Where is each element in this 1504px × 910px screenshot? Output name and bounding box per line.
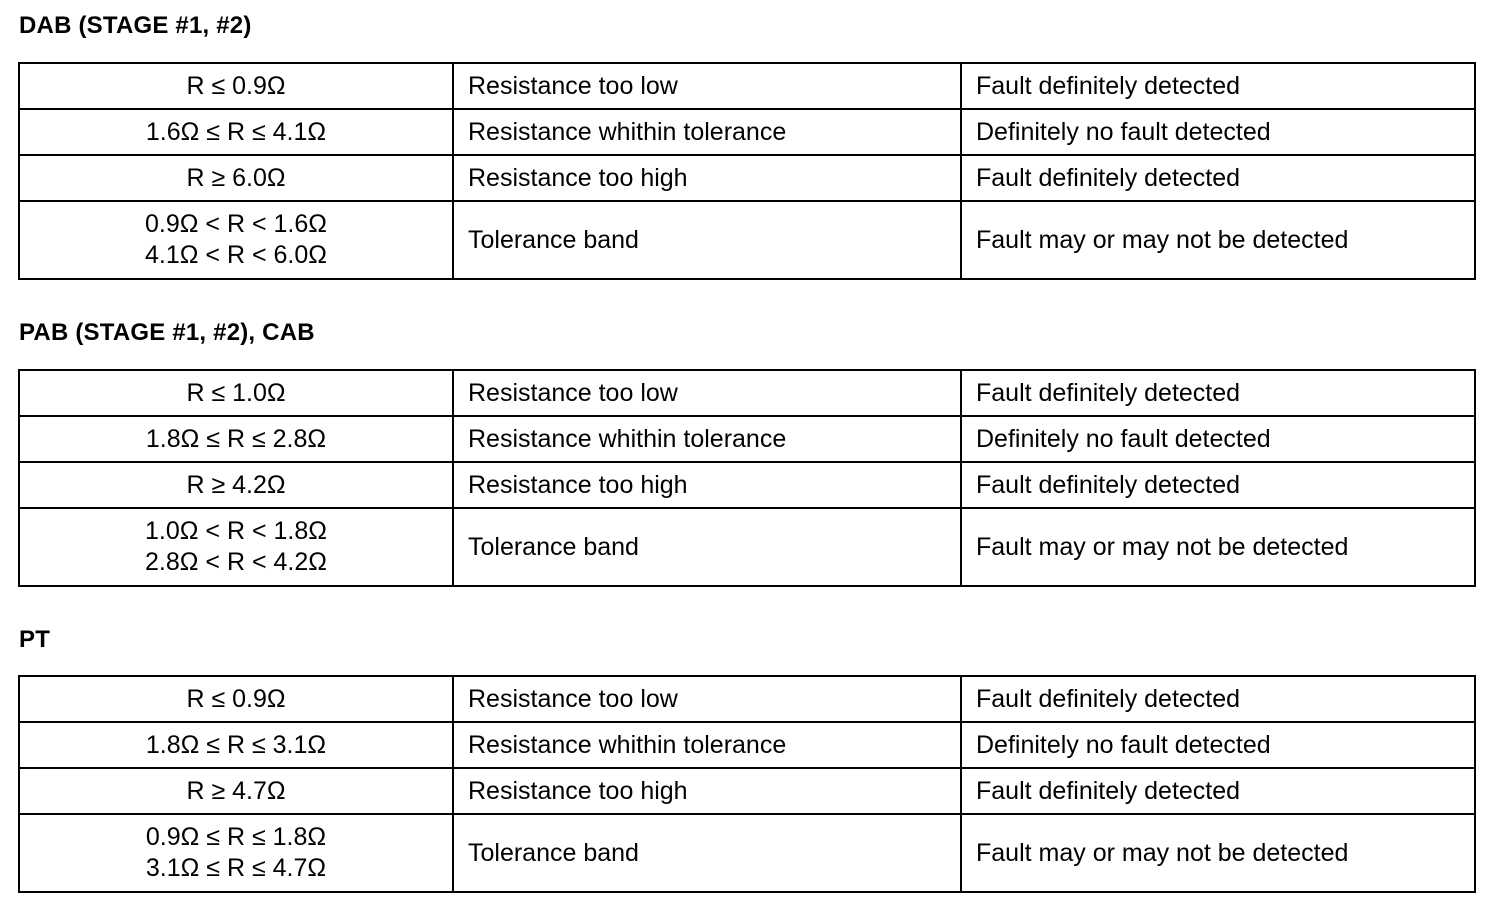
result-cell: Fault may or may not be detected: [961, 508, 1475, 586]
table-row: [19, 370, 1475, 416]
condition-cell: [19, 109, 453, 155]
table-row: [19, 416, 1475, 462]
condition-text: 1.6Ω ≤ R ≤ 4.1Ω: [145, 117, 327, 146]
condition-cell: [19, 416, 453, 462]
table-row: [19, 63, 1475, 109]
description-cell: Tolerance band: [453, 508, 961, 586]
condition-cell: [19, 768, 453, 814]
description-cell: Resistance too high: [453, 462, 961, 508]
condition-cell: [19, 508, 453, 586]
description-cell: Resistance too high: [453, 155, 961, 201]
condition-cell: [19, 370, 453, 416]
result-cell: Definitely no fault detected: [961, 109, 1475, 155]
condition-cell: [19, 462, 453, 508]
condition-text: R ≥ 4.7Ω: [186, 776, 286, 805]
resistance-table-dab: [18, 62, 1476, 280]
resistance-table-pt: [18, 675, 1476, 893]
section-title-pab-cab: PAB (STAGE #1, #2), CAB: [19, 319, 315, 346]
description-cell: Resistance whithin tolerance: [453, 722, 961, 768]
condition-text: 3.1Ω ≤ R ≤ 4.7Ω: [145, 854, 327, 882]
result-cell: Fault may or may not be detected: [961, 201, 1475, 279]
description-cell: Resistance whithin tolerance: [453, 109, 961, 155]
table-row: [19, 676, 1475, 722]
description-cell: Tolerance band: [453, 814, 961, 892]
table-row: [19, 155, 1475, 201]
condition-text: 0.9Ω < R < 1.6Ω: [145, 210, 327, 238]
table-row: [19, 109, 1475, 155]
condition-text: 1.8Ω ≤ R ≤ 3.1Ω: [145, 730, 327, 759]
table-row: [19, 201, 1475, 279]
condition-cell: [19, 722, 453, 768]
table-row: [19, 508, 1475, 586]
condition-text: R ≥ 6.0Ω: [186, 163, 286, 192]
result-cell: Fault definitely detected: [961, 63, 1475, 109]
condition-text: 2.8Ω < R < 4.2Ω: [145, 548, 327, 576]
description-cell: Resistance whithin tolerance: [453, 416, 961, 462]
condition-cell: [19, 201, 453, 279]
condition-cell: [19, 676, 453, 722]
condition-text: R ≤ 0.9Ω: [186, 684, 286, 713]
table-row: [19, 814, 1475, 892]
section-title-pt: PT: [19, 626, 51, 653]
description-cell: Resistance too high: [453, 768, 961, 814]
condition-text: 4.1Ω < R < 6.0Ω: [145, 241, 327, 269]
condition-text: R ≥ 4.2Ω: [186, 470, 286, 499]
condition-cell: [19, 155, 453, 201]
result-cell: Fault definitely detected: [961, 370, 1475, 416]
condition-text: 1.0Ω < R < 1.8Ω: [145, 517, 327, 545]
condition-text: 1.8Ω ≤ R ≤ 2.8Ω: [145, 424, 327, 453]
condition-text: R ≤ 0.9Ω: [186, 71, 286, 100]
result-cell: Definitely no fault detected: [961, 416, 1475, 462]
resistance-table-pab-cab: [18, 369, 1476, 587]
description-cell: Resistance too low: [453, 63, 961, 109]
result-cell: Fault definitely detected: [961, 676, 1475, 722]
description-cell: Resistance too low: [453, 676, 961, 722]
table-row: [19, 722, 1475, 768]
description-cell: Tolerance band: [453, 201, 961, 279]
table-row: [19, 768, 1475, 814]
result-cell: Fault definitely detected: [961, 768, 1475, 814]
result-cell: Definitely no fault detected: [961, 722, 1475, 768]
condition-cell: [19, 63, 453, 109]
condition-text: 0.9Ω ≤ R ≤ 1.8Ω: [145, 823, 327, 851]
result-cell: Fault may or may not be detected: [961, 814, 1475, 892]
condition-text: R ≤ 1.0Ω: [186, 378, 286, 407]
table-row: [19, 462, 1475, 508]
condition-cell: [19, 814, 453, 892]
result-cell: Fault definitely detected: [961, 462, 1475, 508]
description-cell: Resistance too low: [453, 370, 961, 416]
section-title-dab: DAB (STAGE #1, #2): [19, 12, 252, 39]
result-cell: Fault definitely detected: [961, 155, 1475, 201]
